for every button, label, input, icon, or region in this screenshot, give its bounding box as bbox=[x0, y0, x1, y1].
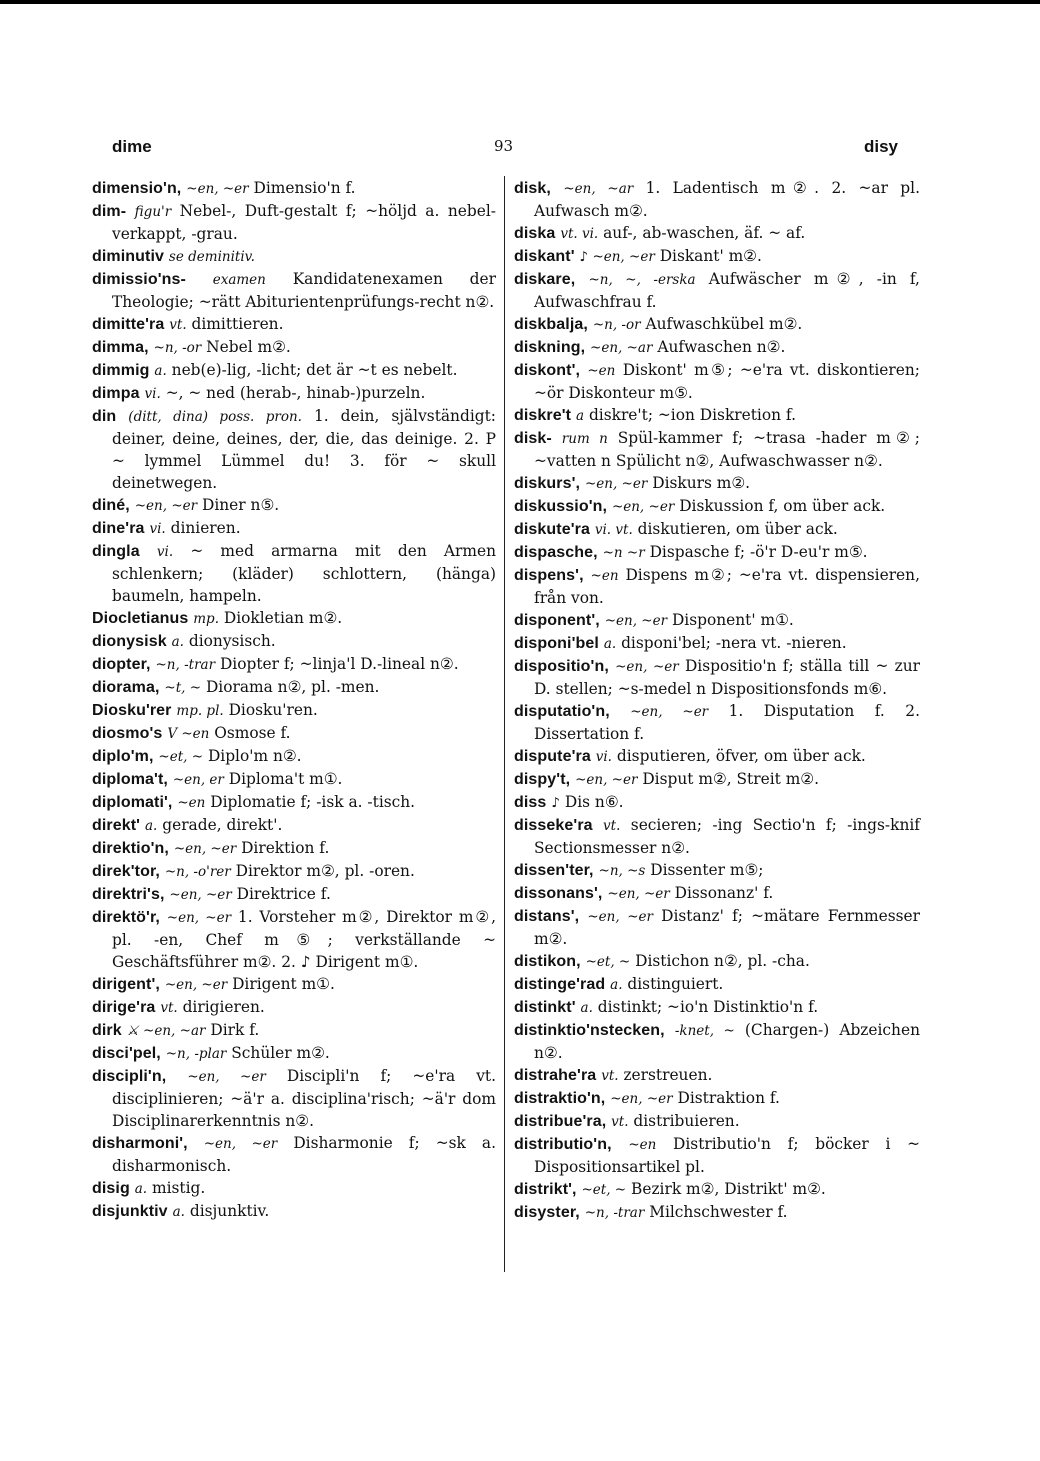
entry-headword: disk- bbox=[514, 430, 552, 447]
entry-grammar: V ~en bbox=[167, 726, 210, 742]
entry-translation: Diokletian m②. bbox=[223, 609, 343, 627]
entry-grammar: vt. bbox=[601, 1068, 619, 1084]
entry-grammar: ~en, ~er bbox=[630, 704, 709, 720]
dictionary-entry bbox=[92, 336, 496, 359]
entry-grammar: ~n, -trar bbox=[155, 657, 216, 673]
dictionary-entry bbox=[514, 564, 920, 609]
entry-translation: secieren; -ing Sectio'n f; -ings-knif Sectionsmesser n②. bbox=[534, 816, 920, 857]
entry-translation: Diskant' m②. bbox=[659, 247, 762, 265]
entry-grammar: a. bbox=[134, 1181, 148, 1197]
dictionary-entry bbox=[92, 1042, 496, 1065]
entry-translation: Diner n⑤. bbox=[202, 496, 280, 514]
entry-headword: dispy't, bbox=[514, 771, 571, 788]
entry-grammar: mp. bbox=[193, 611, 219, 627]
dictionary-entry bbox=[514, 1133, 920, 1178]
entry-headword: diskussio'n, bbox=[514, 498, 608, 515]
entry-grammar: rum n bbox=[561, 431, 608, 447]
entry-translation: Diskurs m②. bbox=[652, 474, 751, 492]
entry-translation: neb(e)-lig, -licht; det är ~t es nebelt. bbox=[171, 361, 458, 379]
entry-grammar: ~en bbox=[590, 568, 619, 584]
entry-grammar: ♪ bbox=[551, 795, 560, 811]
entry-grammar: ⚔ ~en, ~ar bbox=[126, 1023, 206, 1039]
dictionary-entry bbox=[514, 222, 920, 245]
entry-translation: Diploma't m①. bbox=[228, 770, 343, 788]
entry-grammar: ~en, ~er bbox=[610, 1091, 673, 1107]
entry-grammar: ~en, ~er bbox=[584, 476, 648, 492]
dictionary-entry bbox=[514, 177, 920, 222]
entry-headword: diskont', bbox=[514, 362, 581, 379]
entry-grammar: ~n, ~s bbox=[598, 863, 646, 879]
entry-translation: Direktor m②, pl. -oren. bbox=[235, 862, 415, 880]
entry-headword: disci'pel, bbox=[92, 1045, 161, 1062]
entry-grammar: ~n, -plar bbox=[165, 1046, 227, 1062]
entry-grammar: ~en, ~er bbox=[169, 887, 232, 903]
entry-translation: distribuieren. bbox=[633, 1112, 740, 1130]
entry-translation: Dispositio'n f; ställa till ~ zur D. stellen; ~s-medel n Dispositionsfonds m⑥. bbox=[534, 657, 920, 698]
entry-headword: disponi'bel bbox=[514, 635, 599, 652]
entry-headword: diplomati', bbox=[92, 794, 173, 811]
dictionary-entry bbox=[92, 722, 496, 745]
page-top-border bbox=[0, 0, 1040, 4]
entry-grammar: ~n, -trar bbox=[584, 1205, 645, 1221]
entry-headword: distans', bbox=[514, 908, 580, 925]
entry-headword: dirk bbox=[92, 1022, 122, 1039]
entry-translation: ~ med armarna mit den Armen schlenkern; (kläder) schlottern, (hänga) baumeln, hampeln. bbox=[112, 542, 496, 605]
entry-grammar: ~en bbox=[177, 795, 206, 811]
entry-grammar: ~n ~r bbox=[602, 545, 645, 561]
entry-grammar: ~et, ~ bbox=[585, 954, 631, 970]
entry-translation: Diosku'ren. bbox=[228, 701, 318, 719]
dictionary-entry bbox=[514, 268, 920, 313]
entry-translation: Nebel m②. bbox=[206, 338, 291, 356]
entry-grammar: ~en, ~er bbox=[607, 886, 670, 902]
dictionary-entry bbox=[514, 404, 920, 427]
entry-translation: Dispens m②; ~e'ra vt. dispensieren, från von. bbox=[534, 566, 920, 607]
entry-grammar: vi. bbox=[144, 386, 161, 402]
entry-headword: direktio'n, bbox=[92, 840, 169, 857]
entry-translation: Diopter f; ~linja'l D.-lineal n②. bbox=[219, 655, 459, 673]
entry-headword: dimpa bbox=[92, 385, 140, 402]
entry-headword: dissonans', bbox=[514, 885, 603, 902]
entry-headword: disharmoni', bbox=[92, 1135, 188, 1152]
entry-headword: dimmig bbox=[92, 362, 150, 379]
entry-headword: direktri's, bbox=[92, 886, 165, 903]
entry-grammar: ~en, ~er bbox=[187, 1069, 266, 1085]
entry-headword: dispute'ra bbox=[514, 748, 591, 765]
entry-translation: Milchschwester f. bbox=[649, 1203, 788, 1221]
entry-grammar: ~et, ~ bbox=[581, 1182, 627, 1198]
dictionary-entry bbox=[514, 768, 920, 791]
dictionary-entry bbox=[92, 883, 496, 906]
entry-headword: diploma't, bbox=[92, 771, 168, 788]
dictionary-entry bbox=[514, 950, 920, 973]
entry-headword: disyster, bbox=[514, 1204, 580, 1221]
dictionary-entry bbox=[514, 1201, 920, 1224]
entry-headword: diskare, bbox=[514, 271, 576, 288]
entry-grammar: a. bbox=[610, 977, 623, 993]
entry-headword: diné, bbox=[92, 497, 130, 514]
entry-translation: disputieren, öfver, om über ack. bbox=[616, 747, 866, 765]
entry-headword: diplo'm, bbox=[92, 748, 154, 765]
dictionary-entry bbox=[514, 905, 920, 950]
entry-headword: disk, bbox=[514, 180, 551, 197]
entry-grammar: ~t, ~ bbox=[164, 680, 202, 696]
dictionary-entry bbox=[92, 996, 496, 1019]
dictionary-entry bbox=[514, 472, 920, 495]
dictionary-entry bbox=[92, 494, 496, 517]
dictionary-entry bbox=[92, 540, 496, 607]
entry-headword: dirige'ra bbox=[92, 999, 156, 1016]
dictionary-entry bbox=[92, 313, 496, 336]
entry-translation: Direktion f. bbox=[241, 839, 330, 857]
entry-grammar: vt. bbox=[603, 818, 621, 834]
entry-headword: dimitte'ra bbox=[92, 316, 165, 333]
page-number: 93 bbox=[494, 137, 514, 155]
dictionary-entry bbox=[92, 200, 496, 245]
entry-grammar: ~n, ~, -erska bbox=[588, 272, 696, 288]
entry-headword: diss bbox=[514, 794, 547, 811]
column-divider bbox=[504, 176, 505, 1272]
entry-translation: distinguiert. bbox=[627, 975, 724, 993]
dictionary-entry bbox=[92, 1065, 496, 1132]
entry-headword: distinktio'nstecken, bbox=[514, 1022, 665, 1039]
entry-headword: direk'tor, bbox=[92, 863, 160, 880]
dictionary-entry bbox=[92, 630, 496, 653]
dictionary-entry bbox=[514, 700, 920, 745]
entry-translation: Dirigent m①. bbox=[232, 975, 335, 993]
entry-translation: 1. Disputation f. 2. Dissertation f. bbox=[534, 702, 920, 743]
dictionary-entry bbox=[514, 313, 920, 336]
entry-grammar: a. bbox=[603, 636, 617, 652]
dictionary-entry bbox=[92, 1019, 496, 1042]
entry-grammar: a. bbox=[580, 1000, 593, 1016]
entry-headword: disseke'ra bbox=[514, 817, 593, 834]
dictionary-entry bbox=[92, 791, 496, 814]
entry-grammar: a. bbox=[154, 363, 167, 379]
entry-headword: disputatio'n, bbox=[514, 703, 610, 720]
entry-grammar: a bbox=[575, 408, 585, 424]
dictionary-entry bbox=[514, 655, 920, 700]
dictionary-entry bbox=[92, 699, 496, 722]
dictionary-entry bbox=[92, 837, 496, 860]
entry-translation: Distanz' f; ~mätare Fernmesser m②. bbox=[534, 907, 920, 948]
dictionary-entry bbox=[92, 405, 496, 494]
dictionary-entry bbox=[92, 517, 496, 540]
entry-grammar: ~en, ~er bbox=[575, 772, 638, 788]
dictionary-entry bbox=[92, 906, 496, 973]
entry-translation: Distichon n②, pl. -cha. bbox=[635, 952, 810, 970]
entry-translation: Dirk f. bbox=[210, 1021, 260, 1039]
entry-grammar: ~n, -or bbox=[153, 340, 202, 356]
entry-headword: dispositio'n, bbox=[514, 658, 609, 675]
dictionary-entry bbox=[514, 1019, 920, 1064]
entry-translation: diskutieren, om über ack. bbox=[637, 520, 838, 538]
entry-headword: dim- bbox=[92, 203, 127, 220]
entry-grammar: ~n, -or bbox=[592, 317, 641, 333]
dictionary-entry bbox=[92, 745, 496, 768]
entry-headword: distributio'n, bbox=[514, 1136, 612, 1153]
entry-translation: Dissenter m⑤; bbox=[650, 861, 764, 879]
entry-translation: Spül-kammer f; ~trasa -hader m②; ~vatten n Spülicht n②, Aufwaschwasser n②. bbox=[534, 429, 920, 470]
entry-headword: dine'ra bbox=[92, 520, 145, 537]
entry-translation: gerade, direkt'. bbox=[162, 816, 283, 834]
entry-headword: dionysisk bbox=[92, 633, 167, 650]
entry-headword: distinge'rad bbox=[514, 976, 606, 993]
entry-translation: Aufwaschkübel m②. bbox=[645, 315, 803, 333]
entry-translation: Distraktion f. bbox=[677, 1089, 780, 1107]
dictionary-entry bbox=[92, 768, 496, 791]
entry-grammar: ~en, ~ar bbox=[563, 181, 634, 197]
entry-grammar: vt. bbox=[611, 1114, 629, 1130]
entry-grammar: -knet, ~ bbox=[674, 1023, 735, 1039]
entry-grammar: vt. bbox=[169, 317, 187, 333]
entry-translation: dionysisch. bbox=[188, 632, 276, 650]
entry-grammar: ~en, ~er bbox=[166, 910, 232, 926]
entry-grammar: ~en, ~er bbox=[587, 909, 653, 925]
entry-translation: dirigieren. bbox=[182, 998, 265, 1016]
entry-headword: dispasche, bbox=[514, 544, 598, 561]
entry-grammar: a. bbox=[171, 634, 184, 650]
entry-headword: distrahe'ra bbox=[514, 1067, 597, 1084]
entry-headword: diskning, bbox=[514, 339, 586, 356]
entry-headword: dispens', bbox=[514, 567, 584, 584]
dictionary-entry bbox=[92, 1177, 496, 1200]
entry-headword: dimma, bbox=[92, 339, 149, 356]
entry-translation: Discipli'n f; ~e'ra vt. disciplinieren; ~ä'r a. disciplina'risch; ~ä'r dom Disciplinarerkenntnis n②. bbox=[112, 1067, 496, 1130]
right-guide-word: disy bbox=[863, 137, 898, 156]
entry-translation: Kandidatenexamen der Theologie; ~rätt Abiturientenprüfungs-recht n②. bbox=[112, 270, 496, 311]
entry-grammar: ~en, er bbox=[172, 772, 224, 788]
entry-grammar: ♪ ~en, ~er bbox=[579, 249, 655, 265]
dictionary-entry bbox=[514, 859, 920, 882]
entry-grammar: ~en, ~er bbox=[203, 1136, 278, 1152]
dictionary-entry bbox=[514, 791, 920, 814]
entry-headword: disjunktiv bbox=[92, 1203, 168, 1220]
entry-headword: disponent', bbox=[514, 612, 600, 629]
entry-translation: Diskussion f, om über ack. bbox=[679, 497, 886, 515]
entry-translation: Disharmonie f; ~sk a. disharmonisch. bbox=[112, 1134, 496, 1175]
entry-grammar: figu'r bbox=[134, 204, 172, 220]
left-column bbox=[92, 177, 496, 1223]
entry-translation: Disponent' m①. bbox=[671, 611, 794, 629]
entry-headword: diopter, bbox=[92, 656, 151, 673]
entry-translation: Schüler m②. bbox=[231, 1044, 330, 1062]
dictionary-entry bbox=[92, 359, 496, 382]
dictionary-entry bbox=[514, 359, 920, 404]
entry-headword: diorama, bbox=[92, 679, 160, 696]
entry-grammar: ~et, ~ bbox=[158, 749, 204, 765]
entry-headword: diskurs', bbox=[514, 475, 581, 492]
dictionary-entry bbox=[514, 973, 920, 996]
entry-grammar: ~en bbox=[628, 1137, 657, 1153]
entry-headword: diskre't bbox=[514, 407, 572, 424]
entry-headword: distrikt', bbox=[514, 1181, 577, 1198]
entry-grammar: ~en, ~er bbox=[173, 841, 237, 857]
entry-translation: Nebel-, Duft-gestalt f; ~höljd a. nebel-verkappt, -grau. bbox=[112, 202, 496, 243]
page-header bbox=[112, 137, 898, 161]
entry-translation: distinkt; ~io'n Distinktio'n f. bbox=[597, 998, 819, 1016]
dictionary-entry bbox=[92, 860, 496, 883]
dictionary-entry bbox=[514, 1087, 920, 1110]
entry-headword: distraktio'n, bbox=[514, 1090, 606, 1107]
dictionary-entry bbox=[92, 382, 496, 405]
entry-headword: dissen'ter, bbox=[514, 862, 594, 879]
entry-grammar: ~en, ~er bbox=[134, 498, 198, 514]
entry-translation: Direktrice f. bbox=[236, 885, 331, 903]
dictionary-entry bbox=[92, 1132, 496, 1177]
entry-translation: zerstreuen. bbox=[623, 1066, 713, 1084]
entry-translation: Dis n⑥. bbox=[564, 793, 624, 811]
entry-headword: distribue'ra, bbox=[514, 1113, 607, 1130]
dictionary-entry bbox=[514, 632, 920, 655]
entry-grammar: se deminitiv. bbox=[168, 249, 255, 265]
entry-headword: dirigent', bbox=[92, 976, 160, 993]
entry-grammar: (ditt, dina) poss. pron. bbox=[128, 409, 302, 425]
entry-translation: Diplomatie f; -isk a. -tisch. bbox=[210, 793, 416, 811]
entry-translation: 1. Ladentisch m②. 2. ~ar pl. Aufwasch m②. bbox=[534, 179, 920, 220]
dictionary-entry bbox=[92, 607, 496, 630]
dictionary-entry bbox=[514, 814, 920, 859]
entry-headword: diska bbox=[514, 225, 556, 242]
entry-translation: mistig. bbox=[152, 1179, 206, 1197]
entry-translation: dimittieren. bbox=[191, 315, 284, 333]
dictionary-entry bbox=[514, 1178, 920, 1201]
dictionary-entry bbox=[514, 336, 920, 359]
dictionary-entry bbox=[92, 268, 496, 313]
entry-grammar: ~n, -o'rer bbox=[164, 864, 231, 880]
entry-grammar: a. bbox=[144, 818, 158, 834]
entry-grammar: examen bbox=[212, 272, 266, 288]
dictionary-entry bbox=[514, 882, 920, 905]
dictionary-entry bbox=[514, 245, 920, 268]
entry-grammar: ~en, ~er bbox=[164, 977, 228, 993]
dictionary-entry bbox=[92, 245, 496, 268]
entry-translation: Aufwäscher m②, -in f, Aufwaschfrau f. bbox=[534, 270, 920, 311]
entry-translation: Diplo'm n②. bbox=[207, 747, 302, 765]
entry-headword: dimissio'ns- bbox=[92, 271, 186, 288]
entry-translation: 1. dein, självständigt: deiner, deine, deines, der, die, das deinige. 2. P ~ lymmel Lümmel du! 3. för ~ skull deinetwegen. bbox=[112, 407, 496, 492]
entry-headword: Diocletianus bbox=[92, 610, 189, 627]
dictionary-entry bbox=[514, 541, 920, 564]
entry-headword: direkt' bbox=[92, 817, 141, 834]
entry-translation: Osmose f. bbox=[214, 724, 291, 742]
dictionary-entry bbox=[514, 1110, 920, 1133]
entry-grammar: vi. bbox=[595, 749, 612, 765]
entry-headword: dingla bbox=[92, 543, 140, 560]
dictionary-entry bbox=[92, 973, 496, 996]
entry-translation: Dimensio'n f. bbox=[253, 179, 356, 197]
entry-headword: dimensio'n, bbox=[92, 180, 182, 197]
entry-grammar: vi. bbox=[156, 544, 174, 560]
entry-headword: distinkt' bbox=[514, 999, 576, 1016]
entry-translation: Diskont' m⑤; ~e'ra vt. diskontieren; ~ör Diskonteur m⑤. bbox=[534, 361, 920, 402]
entry-translation: ~, ~ ned (herab-, hinab-)purzeln. bbox=[165, 384, 426, 402]
entry-translation: (Chargen-) Abzeichen n②. bbox=[534, 1021, 920, 1062]
entry-grammar: mp. pl. bbox=[176, 703, 224, 719]
dictionary-entry bbox=[92, 676, 496, 699]
entry-headword: Diosku'rer bbox=[92, 702, 172, 719]
dictionary-entry bbox=[514, 1064, 920, 1087]
dictionary-entry bbox=[514, 427, 920, 472]
left-guide-word: dime bbox=[112, 137, 152, 156]
dictionary-entry bbox=[92, 653, 496, 676]
entry-grammar: a. bbox=[172, 1204, 185, 1220]
entry-translation: 1. Vorsteher m②, Direktor m②, pl. -en, Chef m⑤; verkställande ~ Geschäftsführer m②. 2. ♪ Dirigent m①. bbox=[112, 908, 496, 971]
entry-grammar: vt. vi. bbox=[560, 226, 599, 242]
entry-translation: Dissonanz' f. bbox=[674, 884, 774, 902]
entry-grammar: ~en, ~er bbox=[604, 613, 668, 629]
entry-translation: diskre't; ~ion Diskretion f. bbox=[588, 406, 796, 424]
entry-headword: diskute'ra bbox=[514, 521, 590, 538]
entry-translation: dinieren. bbox=[170, 519, 241, 537]
entry-translation: Dispasche f; -ö'r D-eu'r m⑤. bbox=[649, 543, 868, 561]
entry-grammar: ~en, ~ar bbox=[590, 340, 653, 356]
entry-headword: diminutiv bbox=[92, 248, 165, 265]
entry-headword: distikon, bbox=[514, 953, 581, 970]
entry-grammar: ~en, ~er bbox=[186, 181, 249, 197]
entry-translation: Aufwaschen n②. bbox=[657, 338, 786, 356]
dictionary-entry bbox=[92, 814, 496, 837]
entry-translation: auf-, ab-waschen, äf. ~ af. bbox=[603, 224, 806, 242]
dictionary-entry bbox=[514, 609, 920, 632]
entry-grammar: ~en, ~er bbox=[611, 499, 675, 515]
entry-translation: Bezirk m②, Distrikt' m②. bbox=[631, 1180, 826, 1198]
right-column bbox=[514, 177, 920, 1224]
entry-translation: disjunktiv. bbox=[189, 1202, 270, 1220]
entry-grammar: ~en bbox=[587, 363, 616, 379]
entry-translation: Disput m②, Streit m②. bbox=[642, 770, 819, 788]
entry-headword: disig bbox=[92, 1180, 130, 1197]
entry-grammar: vi. vt. bbox=[594, 522, 633, 538]
entry-headword: discipli'n, bbox=[92, 1068, 167, 1085]
dictionary-entry bbox=[514, 745, 920, 768]
dictionary-entry bbox=[514, 495, 920, 518]
entry-headword: direktö'r, bbox=[92, 909, 160, 926]
dictionary-entry bbox=[92, 1200, 496, 1223]
entry-translation: Distributio'n f; böcker i ~ Dispositionsartikel pl. bbox=[534, 1135, 920, 1176]
entry-headword: diskant' bbox=[514, 248, 575, 265]
entry-grammar: ~en, ~er bbox=[615, 659, 679, 675]
entry-headword: diosmo's bbox=[92, 725, 163, 742]
dictionary-entry bbox=[514, 518, 920, 541]
entry-translation: disponi'bel; -nera vt. -nieren. bbox=[621, 634, 847, 652]
entry-headword: din bbox=[92, 408, 117, 425]
entry-translation: Diorama n②, pl. -men. bbox=[205, 678, 380, 696]
dictionary-entry bbox=[92, 177, 496, 200]
dictionary-entry bbox=[514, 996, 920, 1019]
entry-headword: diskbalja, bbox=[514, 316, 588, 333]
entry-grammar: vi. bbox=[149, 521, 166, 537]
entry-grammar: vt. bbox=[160, 1000, 178, 1016]
